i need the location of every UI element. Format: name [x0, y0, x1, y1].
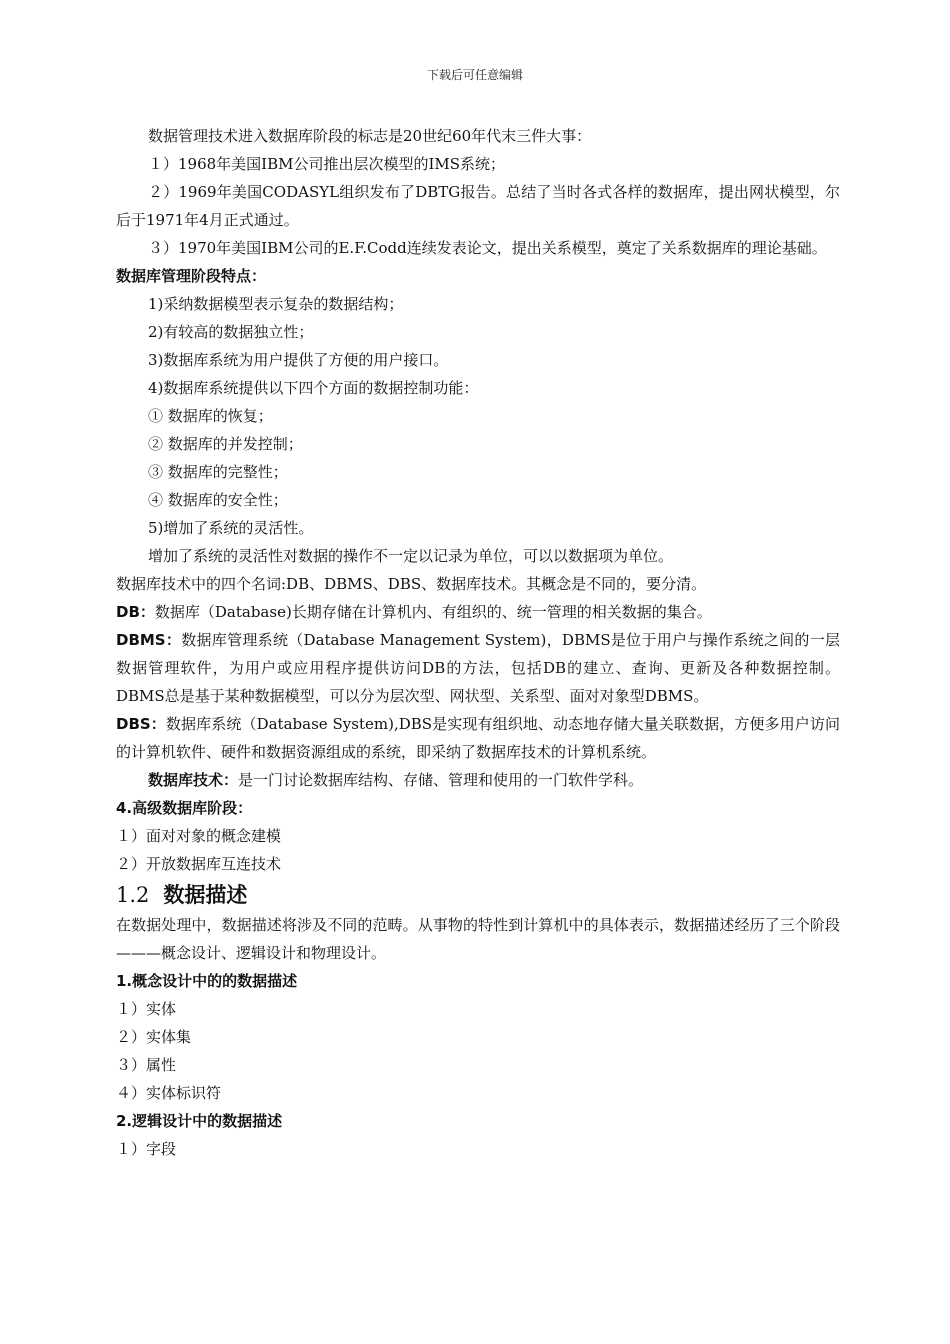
- document-body: [116, 122, 840, 1163]
- feature-item: 4)数据库系统提供以下四个方面的数据控制功能：: [148, 379, 479, 397]
- logical-item: １）字段: [116, 1140, 177, 1158]
- section-heading: [116, 880, 840, 910]
- features-heading: 数据库管理阶段特点：: [116, 267, 267, 285]
- control-item: ③ 数据库的完整性；: [148, 463, 288, 481]
- db-definition: [116, 598, 840, 626]
- db-tech-text: 是一门讨论数据库结构、存储、管理和使用的一门软件学科。: [238, 771, 644, 789]
- dbms-text: 数据库管理系统（Database Management System)，DBMS是位于用户与操作系统之间的一层数据管理软件，为用户或应用程序提供访问DB的方法，包括DB的建立、查询、更新及各种数据控制。DBMS总是基于某种数据模型，可以分为层次型、网状型、关系型、面对对象型DBMS。: [116, 631, 840, 705]
- dbs-definition: [116, 710, 840, 766]
- db-label: DB：: [116, 603, 155, 621]
- section-intro: 在数据处理中，数据描述将涉及不同的范畴。从事物的特性到计算机中的具体表示，数据描述经历了三个阶段———概念设计、逻辑设计和物理设计。: [116, 916, 840, 962]
- dbs-label: DBS：: [116, 715, 166, 733]
- conceptual-item: ２）实体集: [116, 1028, 192, 1046]
- flexibility-note: 增加了系统的灵活性对数据的操作不一定以记录为单位，可以以数据项为单位。: [148, 547, 674, 565]
- logical-heading: 2.逻辑设计中的数据描述: [116, 1112, 283, 1130]
- db-tech-definition: [116, 766, 840, 794]
- terms-intro: 数据库技术中的四个名词:DB、DBMS、DBS、数据库技术。其概念是不同的，要分清。: [116, 575, 707, 593]
- page-header: 下载后可任意编辑: [426, 68, 523, 82]
- feature-item: 2)有较高的数据独立性；: [148, 323, 314, 341]
- conceptual-item: １）实体: [116, 1000, 177, 1018]
- db-tech-label: 数据库技术：: [148, 771, 239, 789]
- section-number: 1.2: [116, 883, 150, 907]
- dbms-definition: [116, 626, 840, 710]
- db-text: 数据库（Database)长期存储在计算机内、有组织的、统一管理的相关数据的集合。: [154, 603, 712, 621]
- conceptual-heading: 1.概念设计中的的数据描述: [116, 972, 298, 990]
- conceptual-item: ４）实体标识符: [116, 1084, 222, 1102]
- feature-item: 1)采纳数据模型表示复杂的数据结构；: [148, 295, 404, 313]
- feature-item: 3)数据库系统为用户提供了方便的用户接口。: [148, 351, 449, 369]
- control-item: ④ 数据库的安全性；: [148, 491, 288, 509]
- advanced-heading: 4.高级数据库阶段：: [116, 799, 253, 817]
- control-item: ② 数据库的并发控制；: [148, 435, 303, 453]
- dbs-text: 数据库系统（Database System),DBS是实现有组织地、动态地存储大量关联数据，方便多用户访问的计算机软件、硬件和数据资源组成的系统，即采纳了数据库技术的计算机系统。: [116, 715, 840, 761]
- event-item: ２）1969年美国CODASYL组织发布了DBTG报告。总结了当时各式各样的数据库，提出网状模型，尔后于1971年4月正式通过。: [116, 183, 840, 229]
- event-item: １）1968年美国IBM公司推出层次模型的IMS系统；: [148, 155, 506, 173]
- intro-paragraph: 数据管理技术进入数据库阶段的标志是20世纪60年代末三件大事：: [148, 127, 592, 145]
- feature-item: 5)增加了系统的灵活性。: [148, 519, 314, 537]
- control-item: ① 数据库的恢复；: [148, 407, 273, 425]
- section-title: 数据描述: [163, 883, 248, 907]
- conceptual-item: ３）属性: [116, 1056, 177, 1074]
- advanced-item: １）面对对象的概念建模: [116, 827, 282, 845]
- dbms-label: DBMS：: [116, 631, 182, 649]
- event-item: ３）1970年美国IBM公司的E.F.Codd连续发表论文，提出关系模型，奠定了关系数据库的理论基础。: [148, 239, 827, 257]
- advanced-item: ２）开放数据库互连技术: [116, 855, 282, 873]
